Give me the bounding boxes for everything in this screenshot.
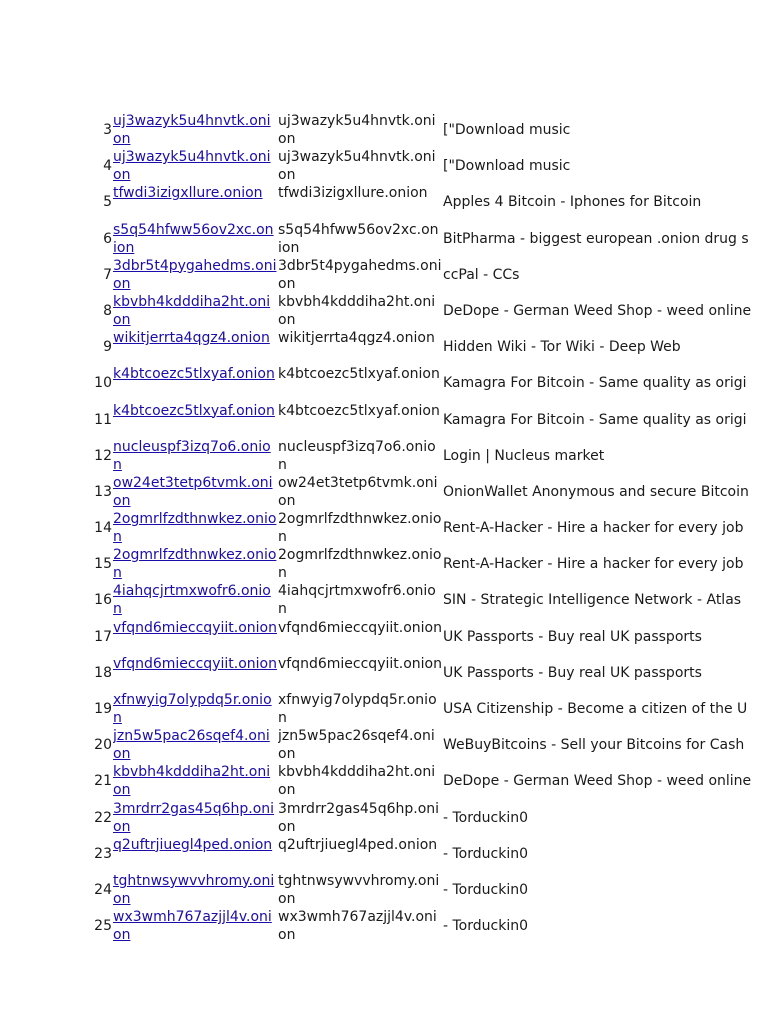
row-number: 4 [103,158,112,175]
onion-address: 3dbr5t4pygahedms.onion [278,257,442,292]
table-row [92,908,768,944]
site-title: Rent-A-Hacker - Hire a hacker for every job [443,556,744,573]
row-number: 6 [103,230,112,247]
site-title: BitPharma - biggest european .onion drug s [443,230,749,247]
onion-link[interactable]: s5q54hfww56ov2xc.onion [113,221,274,256]
onion-link[interactable]: kbvbh4kdddiha2ht.onion [113,293,271,328]
table-row [92,112,768,148]
onion-link[interactable]: uj3wazyk5u4hnvtk.onion [113,149,271,184]
table-row [92,329,768,365]
table-row [92,293,768,329]
table-row [92,582,768,618]
site-title: Login | Nucleus market [443,447,605,464]
onion-link-table [92,112,768,944]
row-number: 19 [94,701,112,717]
onion-link[interactable]: 4iahqcjrtmxwofr6.onion [113,583,271,618]
onion-address: k4btcoezc5tlxyaf.onion [278,402,440,419]
row-number: 10 [94,375,112,392]
row-number: 8 [103,302,112,319]
onion-link[interactable]: 2ogmrlfzdthnwkez.onion [113,511,277,546]
onion-address: uj3wazyk5u4hnvtk.onion [278,149,436,184]
site-title: - Torduckin0 [443,809,528,826]
row-number: 16 [94,592,112,609]
onion-address: k4btcoezc5tlxyaf.onion [278,366,440,383]
onion-link[interactable]: k4btcoezc5tlxyaf.onion [113,366,275,383]
table-row [92,691,768,727]
onion-link[interactable]: vfqnd6mieccqyiit.onion [113,655,277,672]
onion-address: vfqnd6mieccqyiit.onion [278,655,442,672]
onion-link[interactable]: q2uftrjiuegl4ped.onion [113,836,273,853]
table-row [92,438,768,474]
site-title: Rent-A-Hacker - Hire a hacker for every job [443,520,744,537]
onion-address: q2uftrjiuegl4ped.onion [278,836,438,853]
table-row [92,184,768,220]
onion-link[interactable]: 3mrdrr2gas45q6hp.onion [113,800,275,835]
site-title: UK Passports - Buy real UK passports [443,628,702,645]
row-number: 18 [94,664,112,681]
onion-address: s5q54hfww56ov2xc.onion [278,221,439,256]
onion-link[interactable]: tfwdi3izigxllure.onion [113,185,263,202]
row-number: 3 [103,122,112,138]
site-title: - Torduckin0 [443,845,528,862]
table-row [92,402,768,438]
row-number: 21 [94,773,112,790]
onion-link[interactable]: wikitjerrta4qgz4.onion [113,330,270,347]
onion-link[interactable]: xfnwyig7olypdq5r.onion [113,692,272,726]
table-row [92,148,768,184]
row-number: 15 [94,556,112,573]
onion-address: tghtnwsywvvhromy.onion [278,872,440,907]
onion-address: wx3wmh767azjjl4v.onion [278,909,437,944]
site-title: Apples 4 Bitcoin - Iphones for Bitcoin [443,194,702,211]
onion-link[interactable]: ow24et3tetp6tvmk.onion [113,474,273,509]
onion-address: uj3wazyk5u4hnvtk.onion [278,113,436,147]
onion-address: 4iahqcjrtmxwofr6.onion [278,583,436,618]
onion-link[interactable]: wx3wmh767azjjl4v.onion [113,909,272,944]
onion-address: 3mrdrr2gas45q6hp.onion [278,800,440,835]
site-title: ccPal - CCs [443,266,520,283]
onion-address: wikitjerrta4qgz4.onion [278,330,435,347]
table-row [92,365,768,401]
row-number: 12 [94,447,112,464]
table-row [92,800,768,836]
row-number: 17 [94,628,112,645]
onion-address: 2ogmrlfzdthnwkez.onion [278,511,442,546]
table-row [92,221,768,257]
site-title: OnionWallet Anonymous and secure Bitcoin [443,483,749,500]
site-title: DeDope - German Weed Shop - weed online [443,773,752,790]
onion-address: vfqnd6mieccqyiit.onion [278,619,442,636]
onion-link[interactable]: vfqnd6mieccqyiit.onion [113,619,277,636]
onion-address: kbvbh4kdddiha2ht.onion [278,293,436,328]
onion-address: ow24et3tetp6tvmk.onion [278,474,438,509]
row-number: 25 [94,918,112,935]
onion-link[interactable]: nucleuspf3izq7o6.onion [113,438,271,473]
row-number: 20 [94,737,112,754]
onion-address: 2ogmrlfzdthnwkez.onion [278,547,442,582]
onion-link[interactable]: tghtnwsywvvhromy.onion [113,872,275,907]
onion-link[interactable]: kbvbh4kdddiha2ht.onion [113,764,271,799]
site-title: WeBuyBitcoins - Sell your Bitcoins for Cash [443,737,745,754]
onion-address: tfwdi3izigxllure.onion [278,185,428,202]
table-row [92,836,768,872]
onion-link[interactable]: 3dbr5t4pygahedms.onion [113,257,277,292]
row-number: 13 [94,483,112,500]
onion-link[interactable]: 2ogmrlfzdthnwkez.onion [113,547,277,582]
table-row [92,257,768,293]
onion-address: kbvbh4kdddiha2ht.onion [278,764,436,799]
onion-link[interactable]: uj3wazyk5u4hnvtk.onion [113,113,271,147]
site-title: ["Download music [443,122,571,138]
row-number: 11 [94,411,112,428]
table-row [92,474,768,510]
onion-address: xfnwyig7olypdq5r.onion [278,692,437,726]
row-number: 9 [103,339,112,356]
site-title: Hidden Wiki - Tor Wiki - Deep Web [443,339,681,356]
onion-link[interactable]: jzn5w5pac26sqef4.onion [113,728,270,763]
site-title: SIN - Strategic Intelligence Network - Atlas [443,592,742,609]
onion-address: nucleuspf3izq7o6.onion [278,438,436,473]
table-row [92,727,768,763]
table-row [92,655,768,691]
table-row [92,763,768,799]
onion-address: jzn5w5pac26sqef4.onion [278,728,435,763]
table-row [92,546,768,582]
site-title: UK Passports - Buy real UK passports [443,664,702,681]
site-title: - Torduckin0 [443,881,528,898]
row-number: 24 [94,881,112,898]
row-number: 23 [94,845,112,862]
table-row [92,872,768,908]
table-row [92,510,768,546]
row-number: 5 [103,194,112,211]
site-title: DeDope - German Weed Shop - weed online [443,302,752,319]
site-title: Kamagra For Bitcoin - Same quality as origi [443,411,747,428]
site-title: - Torduckin0 [443,918,528,935]
site-title: ["Download music [443,158,571,175]
onion-link[interactable]: k4btcoezc5tlxyaf.onion [113,402,275,419]
row-number: 14 [94,520,112,537]
row-number: 22 [94,809,112,826]
row-number: 7 [103,266,112,283]
table-row [92,619,768,655]
site-title: USA Citizenship - Become a citizen of the U [443,701,748,717]
site-title: Kamagra For Bitcoin - Same quality as origi [443,375,747,392]
